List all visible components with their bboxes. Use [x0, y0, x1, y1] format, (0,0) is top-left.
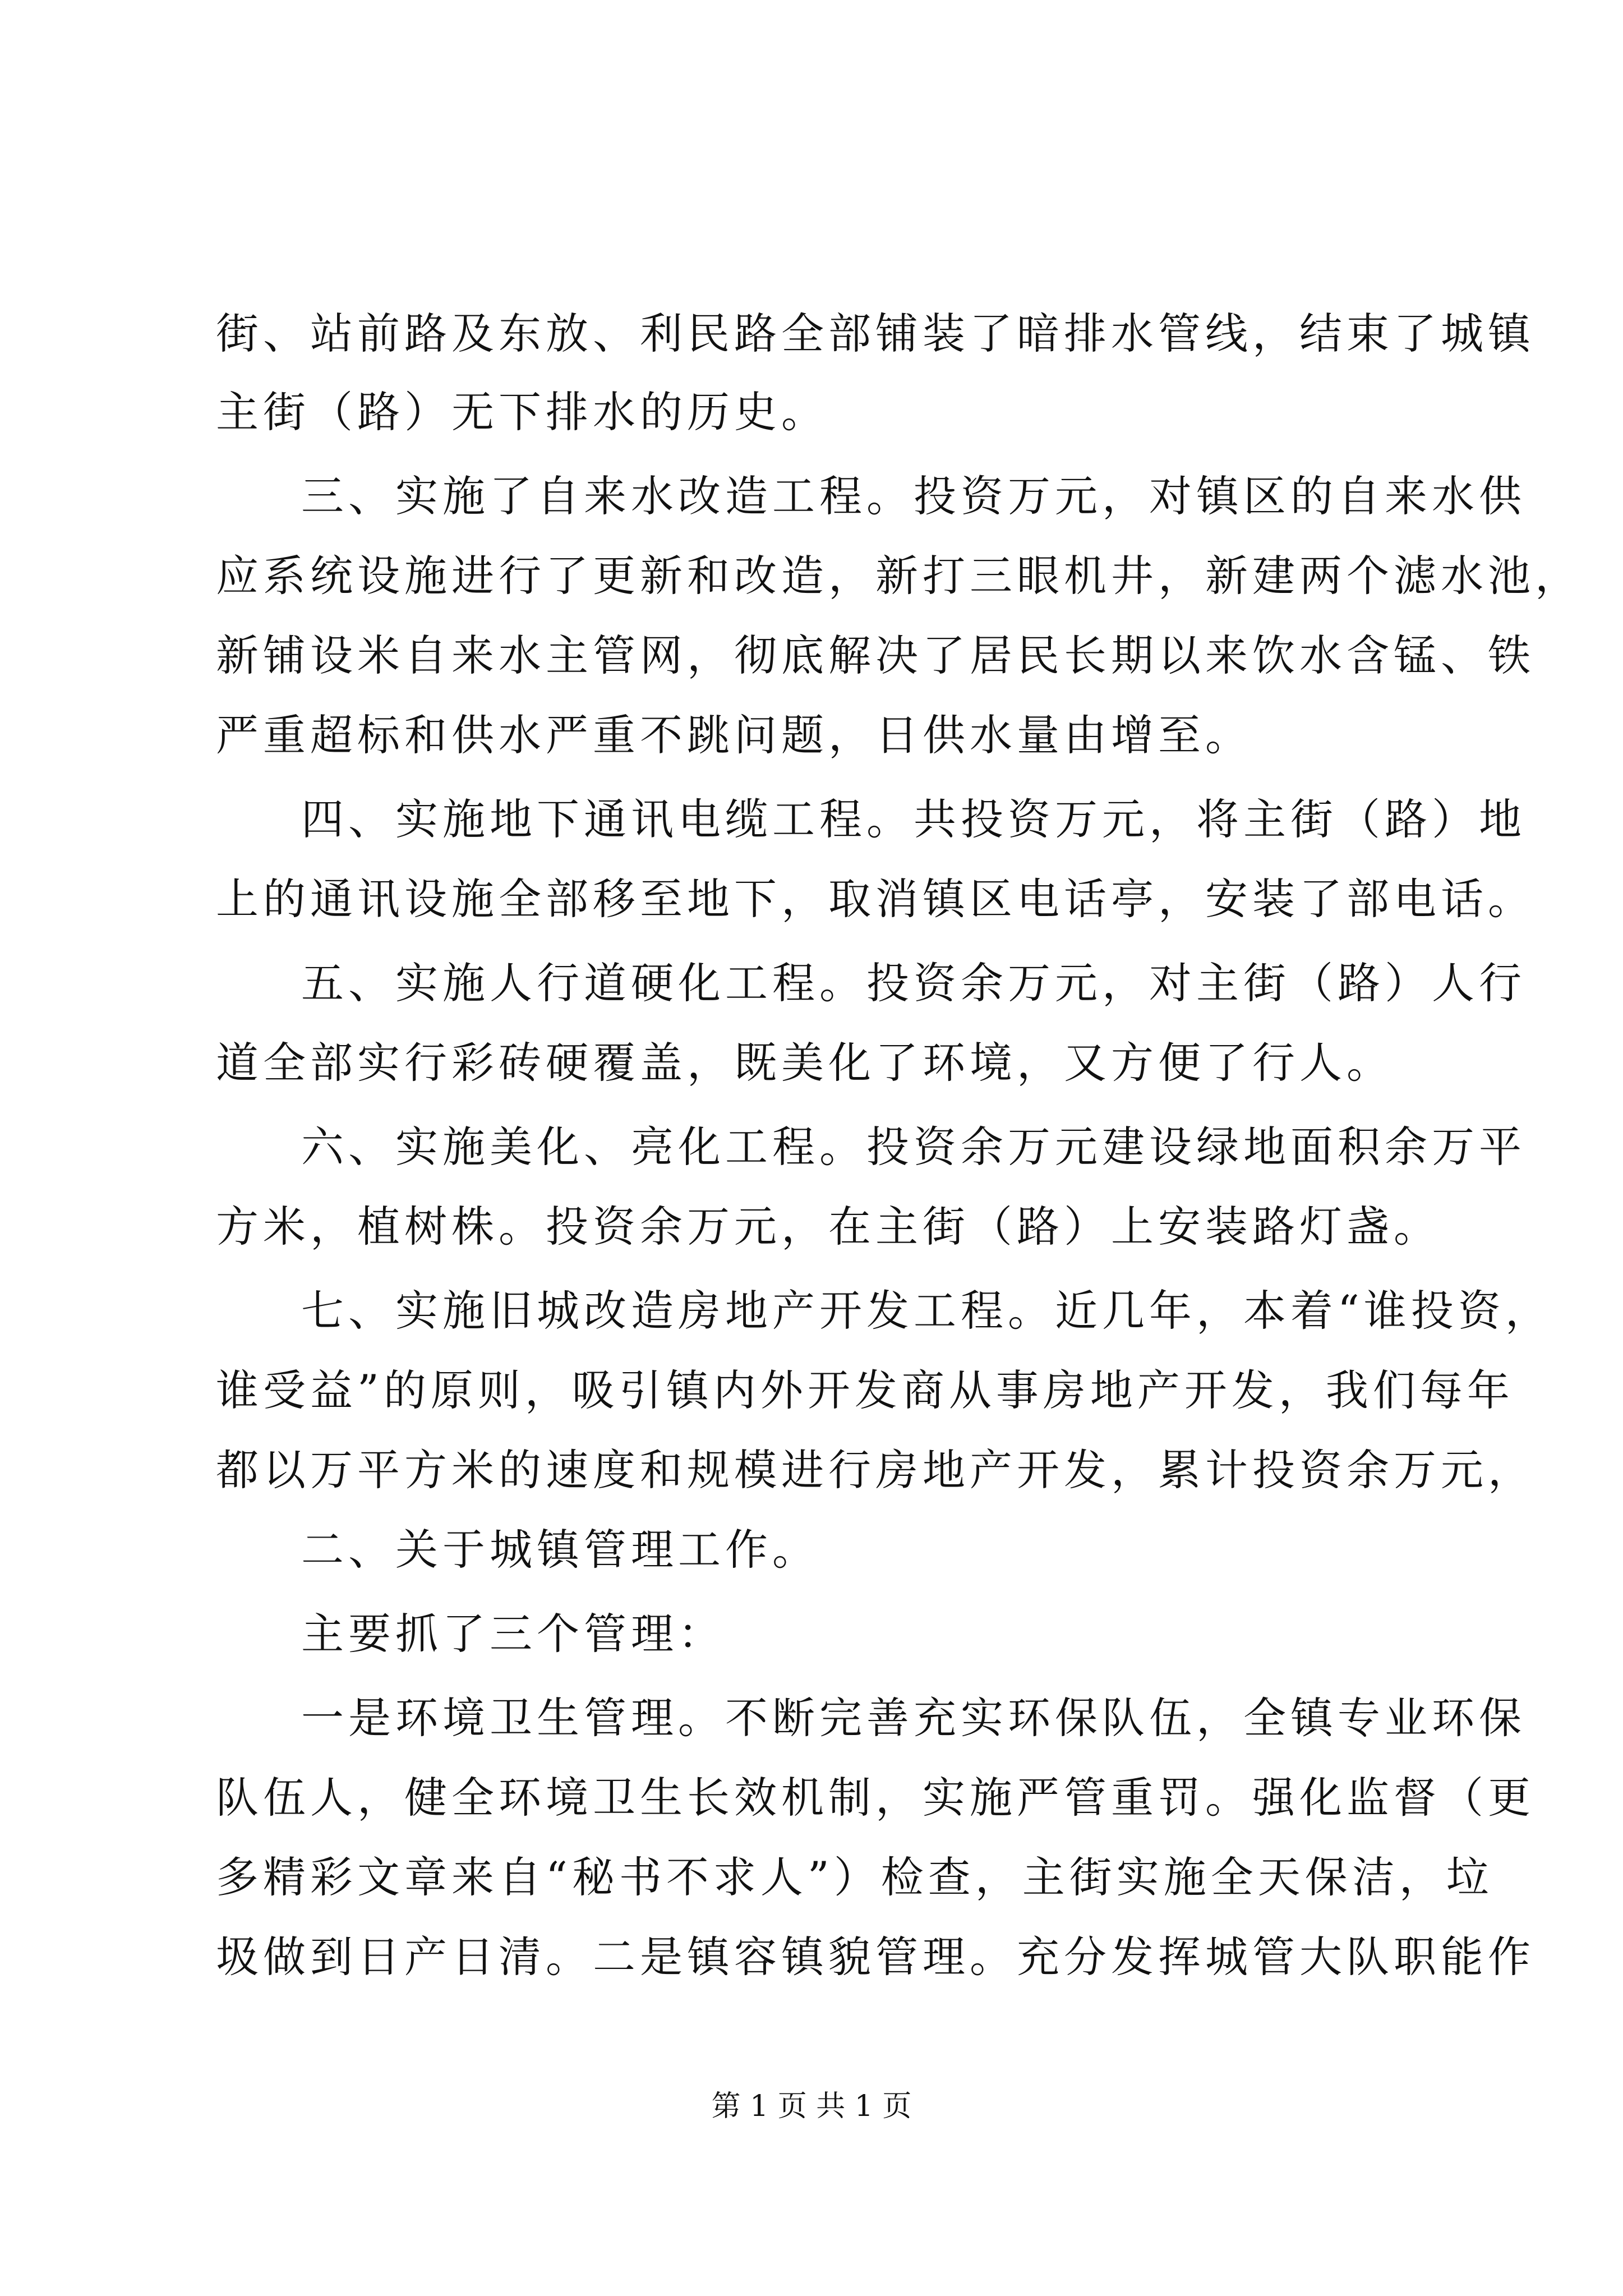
- text-line: 应系统设施进行了更新和改造，新打三眼机井，新建两个滤水池，: [216, 551, 1582, 601]
- text-line: 都以万平方米的速度和规模进行房地产开发，累计投资余万元，: [216, 1445, 1535, 1495]
- text-line: 四、实施地下通讯电缆工程。共投资万元，将主街（路）地: [301, 794, 1526, 844]
- text-line: 上的通讯设施全部移至地下，取消镇区电话亭，安装了部电话。: [216, 874, 1535, 924]
- text-line: 严重超标和供水严重不跳问题，日供水量由增至。: [216, 710, 1252, 760]
- text-line: 二、关于城镇管理工作。: [301, 1525, 819, 1575]
- text-line: 圾做到日产日清。二是镇容镇貌管理。充分发挥城管大队职能作: [216, 1932, 1535, 1982]
- text-line: 谁受益”的原则，吸引镇内外开发商从事房地产开发，我们每年: [216, 1365, 1514, 1415]
- text-line: 街、站前路及东放、利民路全部铺装了暗排水管线，结束了城镇: [216, 309, 1535, 358]
- text-line: 七、实施旧城改造房地产开发工程。近几年，本着“谁投资，: [301, 1286, 1552, 1336]
- text-line: 一是环境卫生管理。不断完善充实环保队伍，全镇专业环保: [301, 1693, 1526, 1743]
- text-line: 三、实施了自来水改造工程。投资万元，对镇区的自来水供: [301, 471, 1526, 521]
- text-line: 五、实施人行道硬化工程。投资余万元，对主街（路）人行: [301, 958, 1526, 1008]
- text-line: 方米，植树株。投资余万元，在主街（路）上安装路灯盏。: [216, 1202, 1441, 1251]
- text-line: 新铺设米自来水主管网，彻底解决了居民长期以来饮水含锰、铁: [216, 631, 1535, 680]
- text-line: 六、实施美化、亮化工程。投资余万元建设绿地面积余万平: [301, 1122, 1526, 1172]
- text-line: 道全部实行彩砖硬覆盖，既美化了环境，又方便了行人。: [216, 1038, 1394, 1088]
- text-line: 多精彩文章来自“秘书不求人”）检查，主街实施全天保洁，垃: [216, 1852, 1493, 1902]
- page-footer: 第 1 页 共 1 页: [711, 2090, 912, 2123]
- text-line: 主街（路）无下排水的历史。: [216, 387, 828, 437]
- text-line: 主要抓了三个管理：: [301, 1609, 725, 1659]
- text-line: 队伍人，健全环境卫生长效机制，实施严管重罚。强化监督（更: [216, 1773, 1535, 1823]
